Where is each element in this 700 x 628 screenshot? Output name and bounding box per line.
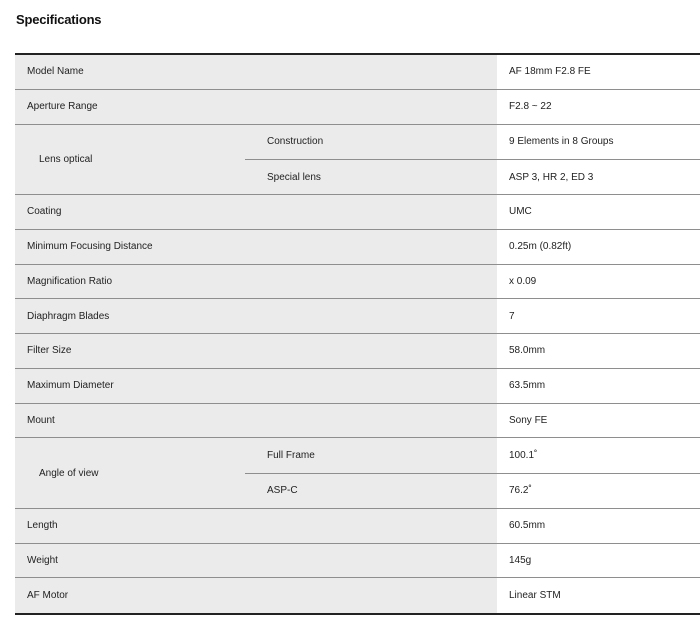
group-rows <box>245 125 700 195</box>
sub-row-special-lens <box>245 159 700 194</box>
table-row-coating <box>15 195 700 230</box>
row-value: 60.5mm <box>497 509 700 543</box>
sub-row-value: 9 Elements in 8 Groups <box>497 125 700 160</box>
table-row-af-motor <box>15 578 700 613</box>
table-row-min-focus <box>15 230 700 265</box>
row-label: Minimum Focusing Distance <box>15 230 497 264</box>
sub-row-construction <box>245 125 700 160</box>
group-label: Lens optical <box>15 125 245 195</box>
sub-row-aps-c <box>245 473 700 508</box>
table-row-magnification <box>15 265 700 300</box>
table-row-aperture-range <box>15 90 700 125</box>
row-label: Maximum Diameter <box>15 369 497 403</box>
sub-row-label: Full Frame <box>245 438 497 473</box>
group-label: Angle of view <box>15 438 245 508</box>
row-label: Mount <box>15 404 497 438</box>
row-label: Length <box>15 509 497 543</box>
row-value: x 0.09 <box>497 265 700 299</box>
table-row-diaphragm <box>15 299 700 334</box>
row-value: Linear STM <box>497 578 700 613</box>
row-label: Diaphragm Blades <box>15 299 497 333</box>
table-row-length <box>15 509 700 544</box>
sub-row-full-frame <box>245 438 700 473</box>
table-row-weight <box>15 544 700 579</box>
sub-row-label: ASP-C <box>245 474 497 508</box>
page-title: Specifications <box>16 12 102 27</box>
row-label: Filter Size <box>15 334 497 368</box>
table-group-lens-optical <box>15 125 700 196</box>
table-row-mount <box>15 404 700 439</box>
table-group-angle-of-view <box>15 438 700 509</box>
row-value: UMC <box>497 195 700 229</box>
row-value: AF 18mm F2.8 FE <box>497 55 700 89</box>
sub-row-label: Construction <box>245 125 497 160</box>
row-value: 7 <box>497 299 700 333</box>
row-value: 58.0mm <box>497 334 700 368</box>
row-value: 63.5mm <box>497 369 700 403</box>
table-row-filter-size <box>15 334 700 369</box>
sub-row-label: Special lens <box>245 160 497 194</box>
row-label: AF Motor <box>15 578 497 613</box>
table-row-model-name <box>15 55 700 90</box>
row-value: 0.25m (0.82ft) <box>497 230 700 264</box>
sub-row-value: 100.1˚ <box>497 438 700 473</box>
row-label: Model Name <box>15 55 497 89</box>
row-label: Coating <box>15 195 497 229</box>
spec-table <box>15 53 700 615</box>
table-row-max-diameter <box>15 369 700 404</box>
row-label: Aperture Range <box>15 90 497 124</box>
row-value: Sony FE <box>497 404 700 438</box>
row-value: F2.8 ~ 22 <box>497 90 700 124</box>
row-value: 145g <box>497 544 700 578</box>
row-label: Weight <box>15 544 497 578</box>
row-label: Magnification Ratio <box>15 265 497 299</box>
sub-row-value: 76.2˚ <box>497 474 700 508</box>
group-rows <box>245 438 700 508</box>
sub-row-value: ASP 3, HR 2, ED 3 <box>497 160 700 194</box>
